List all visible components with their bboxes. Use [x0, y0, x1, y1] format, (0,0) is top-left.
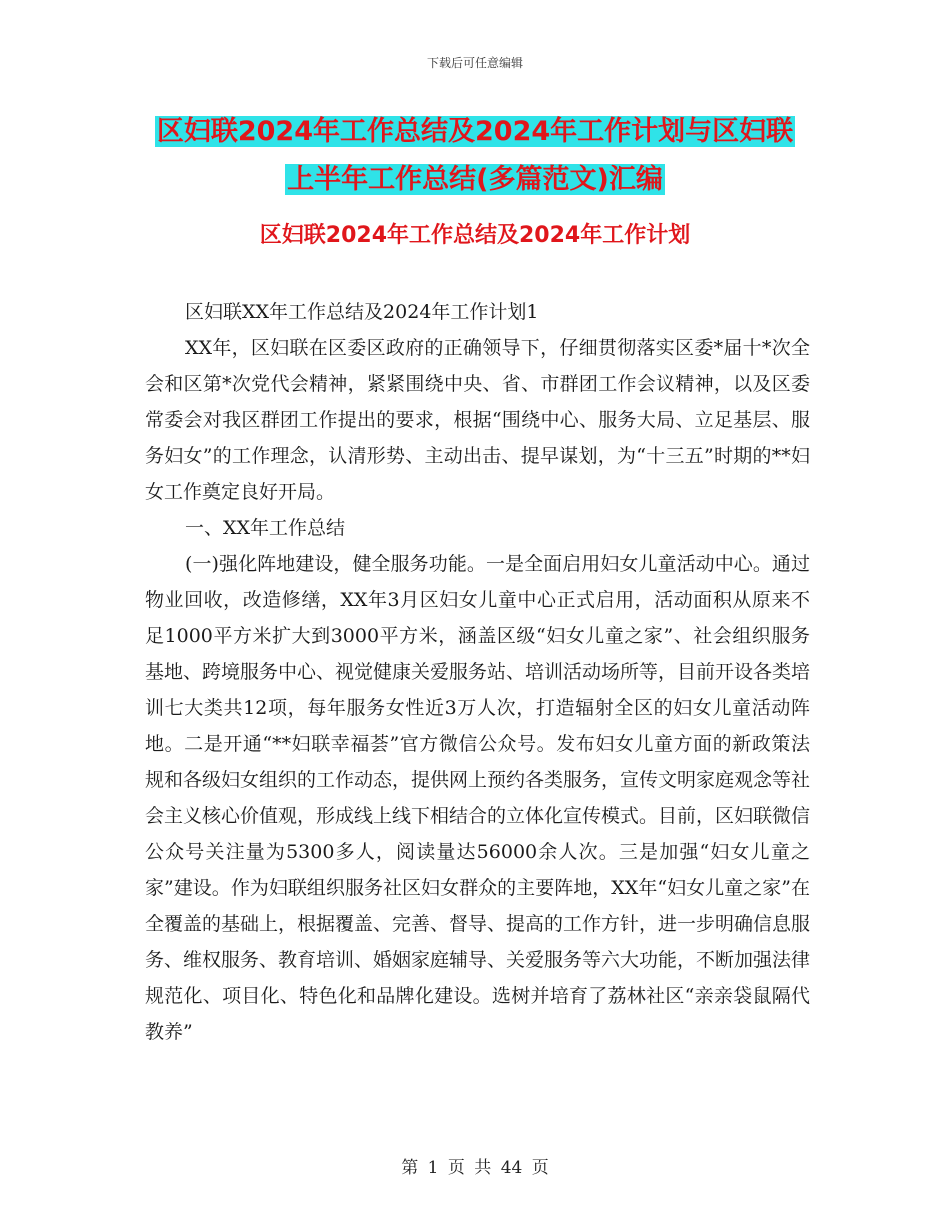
document-title — [0, 108, 950, 204]
paragraph-section-heading: 一、XX年工作总结 — [185, 517, 346, 539]
section-title: 区妇联2024年工作总结及2024年工作计划 — [259, 223, 691, 248]
paragraph-body: (一)强化阵地建设，健全服务功能。一是全面启用妇女儿童活动中心。通过物业回收，改造修缮，XX年3月区妇女儿童中心正式启用，活动面积从原来不足1000平方米扩大到3000平方米，涵盖区级“妇女儿童之家”、社会组织服务基地、跨境服务中心、视觉健康关爱服务站、培训活动场所等，目前开设各类培训七大类共12项，每年服务女性近3万人次，打造辐射全区的妇女儿童活动阵地。二是开通“**妇联幸福荟”官方微信公众号。发布妇女儿童方面的新政策法规和各级妇女组织的工作动态，提供网上预约各类服务，宣传文明家庭观念等社会主义核心价值观，形成线上线下相结合的立体化宣传模式。目前，区妇联微信公众号关注量为5300多人，阅读量达56000余人次。三是加强“妇女儿童之家”建设。作为妇联组织服务社区妇女群众的主要阵地，XX年“妇女儿童之家”在全覆盖的基础上，根据覆盖、完善、督导、提高的工作方针，进一步明确信息服务、维权服务、教育培训、婚姻家庭辅导、关爱服务等六大功能，不断加强法律规范化、项目化、特色化和品牌化建设。选树并培育了荔林社区“亲亲袋鼠隔代教养” — [145, 553, 811, 1043]
document-body — [145, 294, 810, 1050]
title-line-2: 上半年工作总结(多篇范文)汇编 — [287, 164, 663, 195]
paragraph-heading: 区妇联XX年工作总结及2024年工作计划1 — [185, 301, 539, 323]
title-line-1: 区妇联2024年工作总结及2024年工作计划与区妇联 — [156, 116, 794, 147]
header-note: 下载后可任意编辑 — [426, 56, 523, 70]
paragraph-intro: XX年，区妇联在区委区政府的正确领导下，仔细贯彻落实区委*届十*次全会和区第*次党代会精神，紧紧围绕中央、省、市群团工作会议精神，以及区委常委会对我区群团工作提出的要求，根据“围绕中心、服务大局、立足基层、服务妇女”的工作理念，认清形势、主动出击、提早谋划，为“十三五”时期的**妇女工作奠定良好开局。 — [145, 337, 810, 503]
page-number: 第 1 页 共 44 页 — [401, 1158, 549, 1178]
